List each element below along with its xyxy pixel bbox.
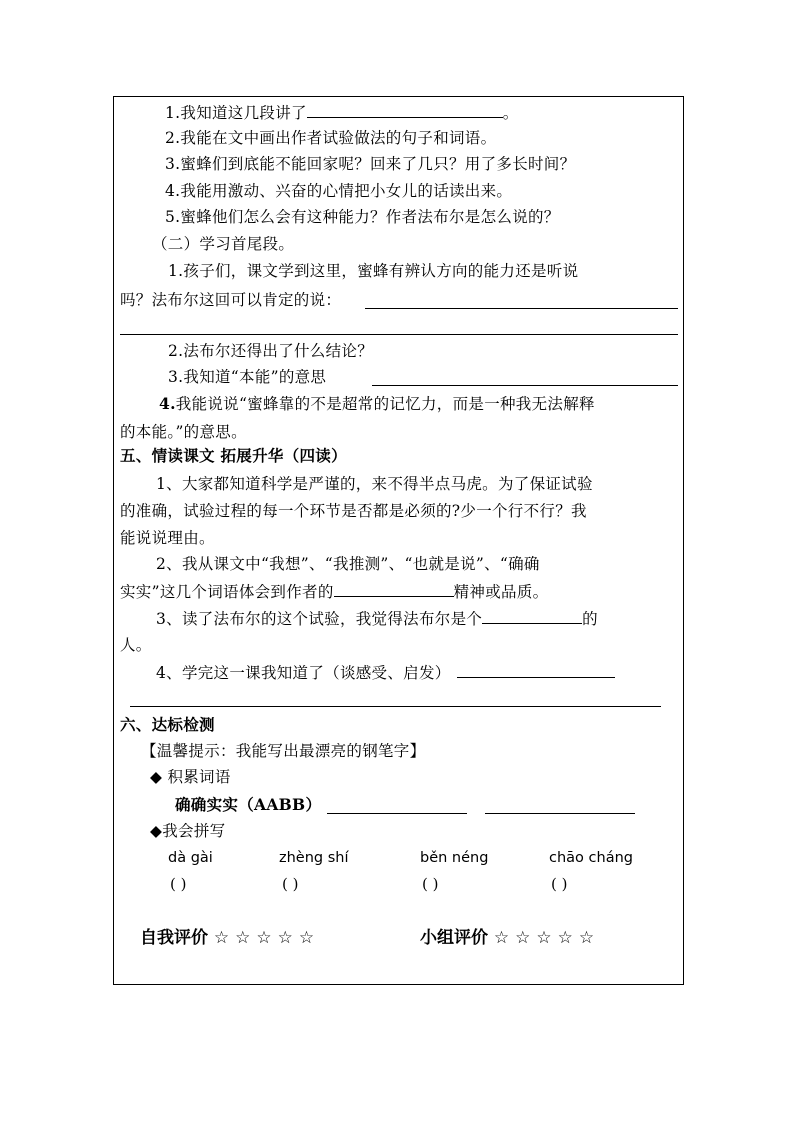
p3-line-2: 人。 bbox=[120, 636, 152, 654]
sub-heading: （二）学习首尾段。 bbox=[152, 235, 295, 253]
spell-label: ◆我会拼写 bbox=[150, 822, 226, 840]
section-6-heading: 六、达标检测 bbox=[120, 715, 215, 734]
answer-paren-3[interactable]: ( ) bbox=[422, 875, 439, 893]
star-rating-group[interactable]: ☆☆☆☆☆ bbox=[493, 928, 601, 948]
item-5: 5.蜜蜂他们怎么会有这种能力？作者法布尔是怎么说的？ bbox=[165, 208, 560, 226]
answer-line[interactable] bbox=[130, 706, 661, 707]
item-2: 2.我能在文中画出作者试验做法的句子和词语。 bbox=[165, 129, 497, 147]
question-3: 3.我知道“本能”的意思 bbox=[168, 368, 327, 386]
question-4-line-2: 的本能。”的意思。 bbox=[120, 423, 247, 441]
question-2: 2.法布尔还得出了什么结论？ bbox=[168, 342, 373, 360]
p4: 4、学完这一课我知道了（谈感受、启发） bbox=[156, 661, 615, 684]
pinyin-3: běn néng bbox=[420, 850, 489, 866]
answer-blank[interactable] bbox=[457, 661, 615, 678]
answer-line[interactable] bbox=[365, 308, 678, 309]
group-evaluation-label: 小组评价 bbox=[420, 928, 488, 948]
p1-line-1: 1、大家都知道科学是严谨的，来不得半点马虎。为了保证试验 bbox=[156, 475, 593, 493]
self-evaluation-label: 自我评价 bbox=[140, 928, 208, 948]
accumulate-label: ◆ 积累词语 bbox=[150, 768, 231, 786]
p3-line-1: 3、读了法布尔的这个试验，我觉得法布尔是个 的 bbox=[156, 607, 598, 630]
answer-line[interactable] bbox=[485, 813, 635, 814]
p2-line-1: 2、我从课文中“我想”、“我推测”、“也就是说”、“确确 bbox=[156, 555, 540, 573]
p1-line-2: 的准确，试验过程的每一个环节是否都是必须的?少一个行不行？我 bbox=[120, 502, 587, 520]
group-evaluation bbox=[420, 923, 600, 948]
item-3: 3.蜜蜂们到底能不能回家呢？回来了几只？用了多长时间？ bbox=[165, 155, 576, 173]
self-evaluation bbox=[140, 923, 320, 948]
answer-blank[interactable] bbox=[482, 607, 582, 624]
answer-paren-4[interactable]: ( ) bbox=[551, 875, 568, 893]
question-1-line-2: 吗？法布尔这回可以肯定的说： bbox=[120, 291, 342, 309]
section-5-heading: 五、情读课文 拓展升华（四读） bbox=[120, 446, 347, 465]
p2-line-2: 实实”这几个词语体会到作者的 精神或品质。 bbox=[120, 580, 548, 603]
answer-blank[interactable] bbox=[307, 101, 503, 118]
pinyin-1: dà gài bbox=[168, 850, 213, 866]
idiom: 确确实实（AABB） bbox=[175, 795, 322, 814]
answer-blank[interactable] bbox=[334, 580, 454, 597]
pinyin-2: zhèng shí bbox=[279, 850, 349, 866]
question-1-line-1: 1.孩子们，课文学到这里，蜜蜂有辨认方向的能力还是听说 bbox=[168, 262, 579, 280]
answer-line[interactable] bbox=[372, 385, 678, 386]
answer-line[interactable] bbox=[120, 334, 678, 335]
item-1: 1.我知道这几段讲了 。 bbox=[165, 101, 519, 124]
p1-line-3: 能说说理由。 bbox=[120, 529, 215, 547]
tip: 【温馨提示：我能写出最漂亮的钢笔字】 bbox=[141, 742, 426, 760]
star-rating-self[interactable]: ☆☆☆☆☆ bbox=[213, 928, 321, 948]
question-4-line-1: 4.我能说说“蜜蜂靠的不是超常的记忆力，而是一种我无法解释 bbox=[159, 394, 595, 413]
answer-paren-2[interactable]: ( ) bbox=[282, 875, 299, 893]
answer-paren-1[interactable]: ( ) bbox=[170, 875, 187, 893]
item-4: 4.我能用激动、兴奋的心情把小女儿的话读出来。 bbox=[165, 182, 513, 200]
answer-line[interactable] bbox=[327, 813, 467, 814]
pinyin-4: chāo cháng bbox=[549, 850, 633, 866]
